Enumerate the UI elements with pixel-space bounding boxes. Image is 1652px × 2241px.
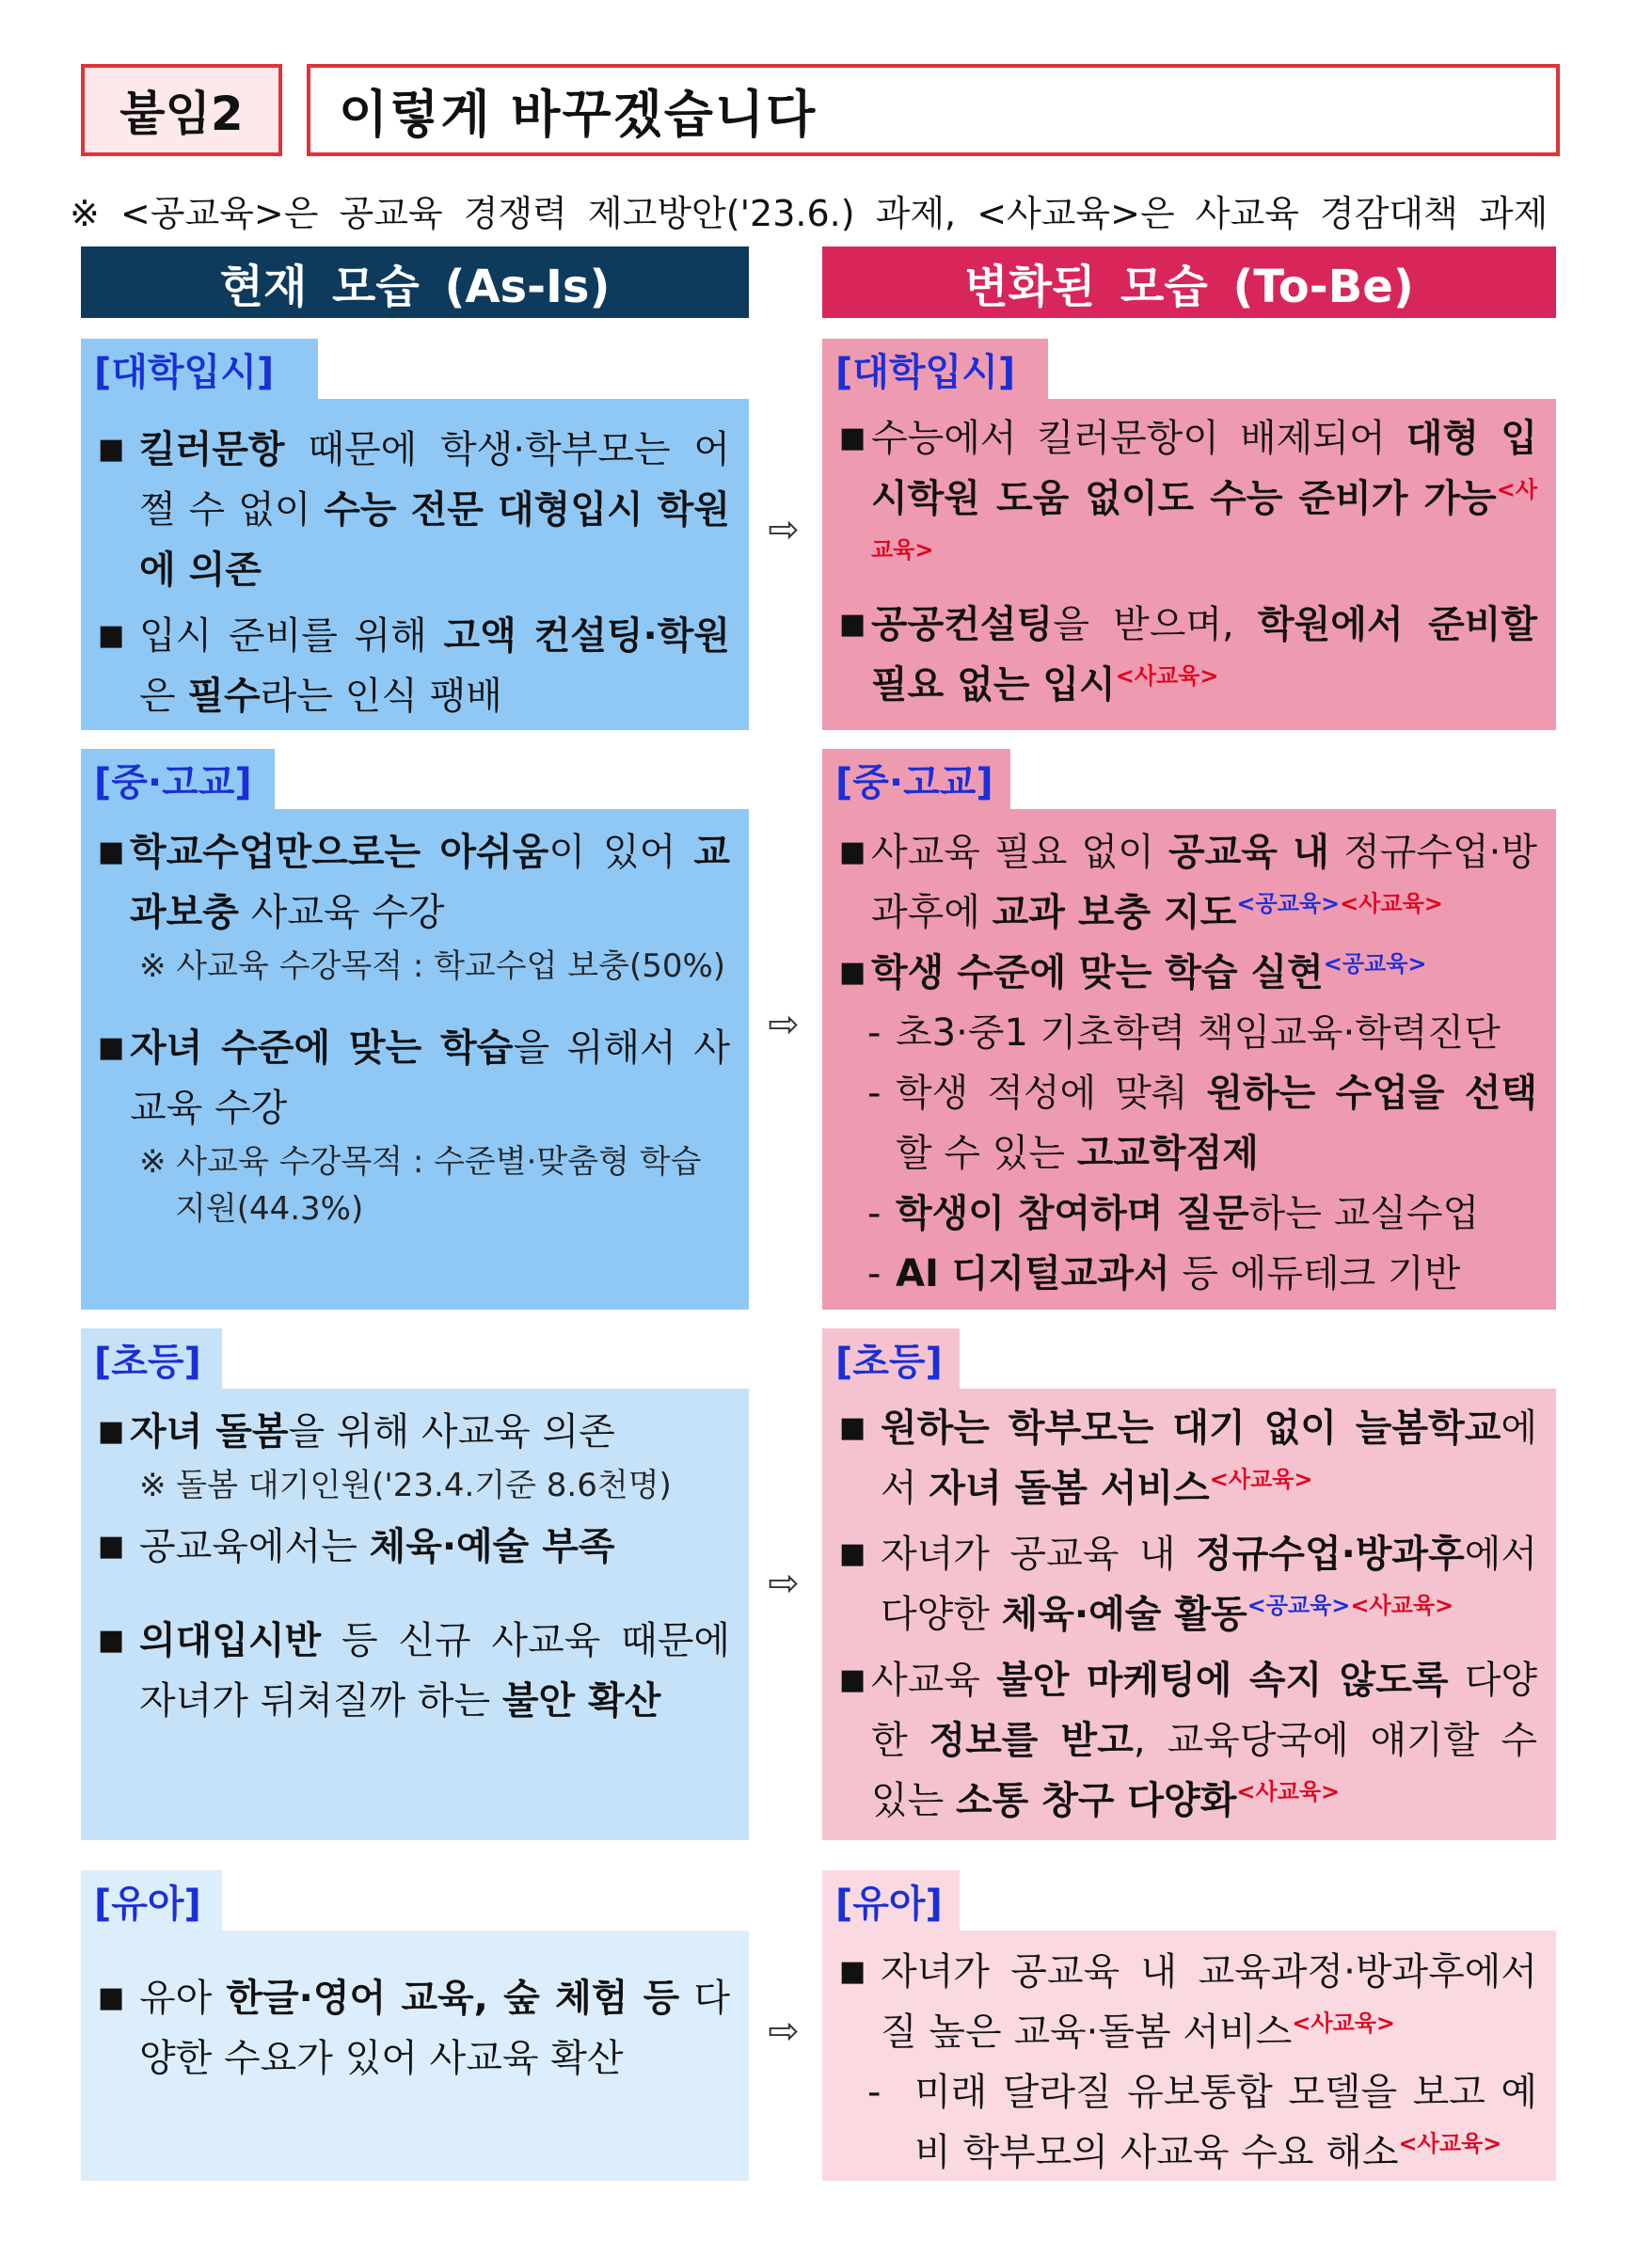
bullet-square-icon: ■ [839, 1955, 866, 1988]
mid-tobe-sub-3: - 학생이 참여하며 질문하는 교실수업 [867, 1192, 1480, 1235]
elem-asis-box [81, 1389, 749, 1840]
mid-asis-item-2: ■ 자녀 수준에 맞는 학습을 위해서 사교육 수강 [98, 1018, 730, 1138]
bullet-square-icon: ■ [839, 421, 866, 454]
elem-tobe-box [822, 1389, 1556, 1840]
elem-asis-tab-label: [초등] [94, 1340, 201, 1384]
kinder-tobe-box [822, 1931, 1556, 2181]
univ-asis-item-1: ■ 킬러문항 때문에 학생·학부모는 어쩔 수 없이 수능 전문 대형입시 학원에 의존 [98, 420, 730, 600]
univ-asis-tab [81, 339, 318, 399]
bullet-square-icon: ■ [839, 1537, 866, 1570]
asis-column-header-text: 현재 모습 (As-Is) [219, 260, 611, 313]
kinder-asis-tab [81, 1870, 222, 1931]
bullet-square-icon: ■ [98, 835, 125, 868]
bullet-square-icon: ■ [98, 1031, 125, 1064]
elem-tobe-item-2: ■ 자녀가 공교육 내 정규수업·방과후에서 다양한 체육·예술 활동$^{<공교육><사교육>}$ [839, 1524, 1537, 1645]
univ-tobe-item-2: ■ 공공컨설팅을 받으며, 학원에서 준비할 필요 없는 입시$^{<사교육>}$ [839, 595, 1537, 715]
mid-asis-box [81, 809, 749, 1310]
univ-asis-box [81, 399, 749, 730]
mid-tobe-sub-1: - 초3·중1 기초학력 책임교육·학력진단 [867, 1011, 1501, 1055]
bullet-square-icon: ■ [98, 1530, 125, 1563]
kinder-asis-box [81, 1931, 749, 2181]
elem-tobe-item-3: ■ 사교육 불안 마케팅에 속지 않도록 다양한 정보를 받고, 교육당국에 얘기할 수 있는 소통 창구 다양화$^{<사교육>}$ [839, 1650, 1537, 1831]
elem-asis-item-1: ■ 자녀 돌봄을 위해 사교육 의존 [98, 1402, 730, 1462]
elem-asis-item-2: ■ 공교육에서는 체육·예술 부족 [98, 1517, 730, 1577]
mid-asis-note-1: ※ 사교육 수강목적 : 학교수업 보충(50%) [139, 947, 726, 985]
univ-tobe-tab-label: [대학입시] [835, 350, 1016, 394]
bullet-square-icon: ■ [839, 608, 866, 641]
asis-column-header [81, 246, 749, 318]
mid-tobe-sub-2: - 학생 적성에 맞춰 원하는 수업을 선택할 수 있는 고교학점제 [867, 1072, 1537, 1175]
univ-arrow-icon: ⇨ [768, 508, 800, 551]
mid-tobe-item-2: ■ 학생 수준에 맞는 학습 실현$^{<공교육>}$ [839, 943, 1537, 1003]
bullet-square-icon: ■ [839, 1411, 866, 1444]
mid-asis-tab-label: [중·고교] [94, 760, 252, 804]
bullet-square-icon: ■ [98, 1415, 125, 1448]
univ-tobe-box [822, 399, 1556, 730]
mid-tobe-item-1: ■ 사교육 필요 없이 공교육 내 정규수업·방과후에 교과 보충 지도$^{<공교육><사교육>}$ [839, 822, 1537, 943]
elem-tobe-item-1: ■ 원하는 학부모는 대기 없이 늘봄학교에서 자녀 돌봄 서비스$^{<사교육>}$ [839, 1398, 1537, 1518]
attachment-tag-text: 붙임2 [119, 87, 244, 141]
univ-asis-item-2: ■ 입시 준비를 위해 고액 컨설팅·학원은 필수라는 인식 팽배 [98, 606, 730, 726]
elem-asis-tab [81, 1328, 222, 1389]
mid-asis-item-1: ■ 학교수업만으로는 아쉬움이 있어 교과보충 사교육 수강 [98, 822, 730, 943]
bullet-square-icon: ■ [839, 956, 866, 989]
elem-asis-note-1: ※ 돌봄 대기인원('23.4.기준 8.6천명) [139, 1467, 672, 1504]
mid-arrow-icon: ⇨ [768, 1003, 800, 1046]
kinder-asis-item-1: ■ 유아 한글·영어 교육, 숲 체험 등 다양한 수요가 있어 사교육 확산 [98, 1968, 730, 2089]
univ-tobe-item-1: ■ 수능에서 킬러문항이 배제되어 대형 입시학원 도움 없이도 수능 준비가 가능$^{<사교육>}$ [839, 408, 1537, 589]
page-title [307, 64, 1560, 156]
tobe-column-header [822, 246, 1556, 318]
mid-asis-note-2: ※ 사교육 수강목적 : 수준별·맞춤형 학습 지원(44.3%) [139, 1143, 702, 1228]
mid-tobe-tab [822, 749, 1010, 809]
task-note [70, 184, 1594, 234]
bullet-square-icon: ■ [98, 1981, 125, 2014]
mid-asis-tab [81, 749, 275, 809]
bullet-square-icon: ■ [98, 433, 125, 466]
mid-tobe-sub-4: - AI 디지털교과서 등 에듀테크 기반 [867, 1252, 1461, 1295]
elem-arrow-icon: ⇨ [768, 1562, 800, 1605]
kinder-tobe-sub-1: - 미래 달라질 유보통합 모델을 보고 예비 학부모의 사교육 수요 해소$^{<사교육>}$ [867, 2071, 1537, 2174]
attachment-tag [81, 64, 282, 156]
kinder-tobe-tab-label: [유아] [835, 1882, 943, 1926]
bullet-square-icon: ■ [839, 835, 866, 868]
mid-tobe-tab-label: [중·고교] [835, 760, 993, 804]
univ-asis-tab-label: [대학입시] [94, 350, 275, 394]
univ-tobe-tab [822, 339, 1048, 399]
kinder-tobe-tab [822, 1870, 960, 1931]
elem-tobe-tab-label: [초등] [835, 1340, 943, 1384]
bullet-square-icon: ■ [839, 1663, 866, 1696]
kinder-asis-tab-label: [유아] [94, 1882, 201, 1926]
mid-tobe-box [822, 809, 1556, 1310]
task-note-text: ※ <공교육>은 공교육 경쟁력 제고방안('23.6.) 과제, <사교육>은 사교육 경감대책 과제 [70, 193, 1549, 234]
page-title-text: 이렇게 바꾸겠습니다 [339, 84, 818, 144]
kinder-arrow-icon: ⇨ [768, 2010, 800, 2053]
kinder-tobe-item-1: ■ 자녀가 공교육 내 교육과정·방과후에서 질 높은 교육·돌봄 서비스$^{<사교육>}$ [839, 1942, 1537, 2062]
bullet-square-icon: ■ [98, 1624, 125, 1657]
bullet-square-icon: ■ [98, 619, 125, 652]
elem-asis-item-3: ■ 의대입시반 등 신규 사교육 때문에 자녀가 뒤쳐질까 하는 불안 확산 [98, 1611, 730, 1731]
tobe-column-header-text: 변화된 모습 (To-Be) [964, 260, 1414, 313]
elem-tobe-tab [822, 1328, 960, 1389]
